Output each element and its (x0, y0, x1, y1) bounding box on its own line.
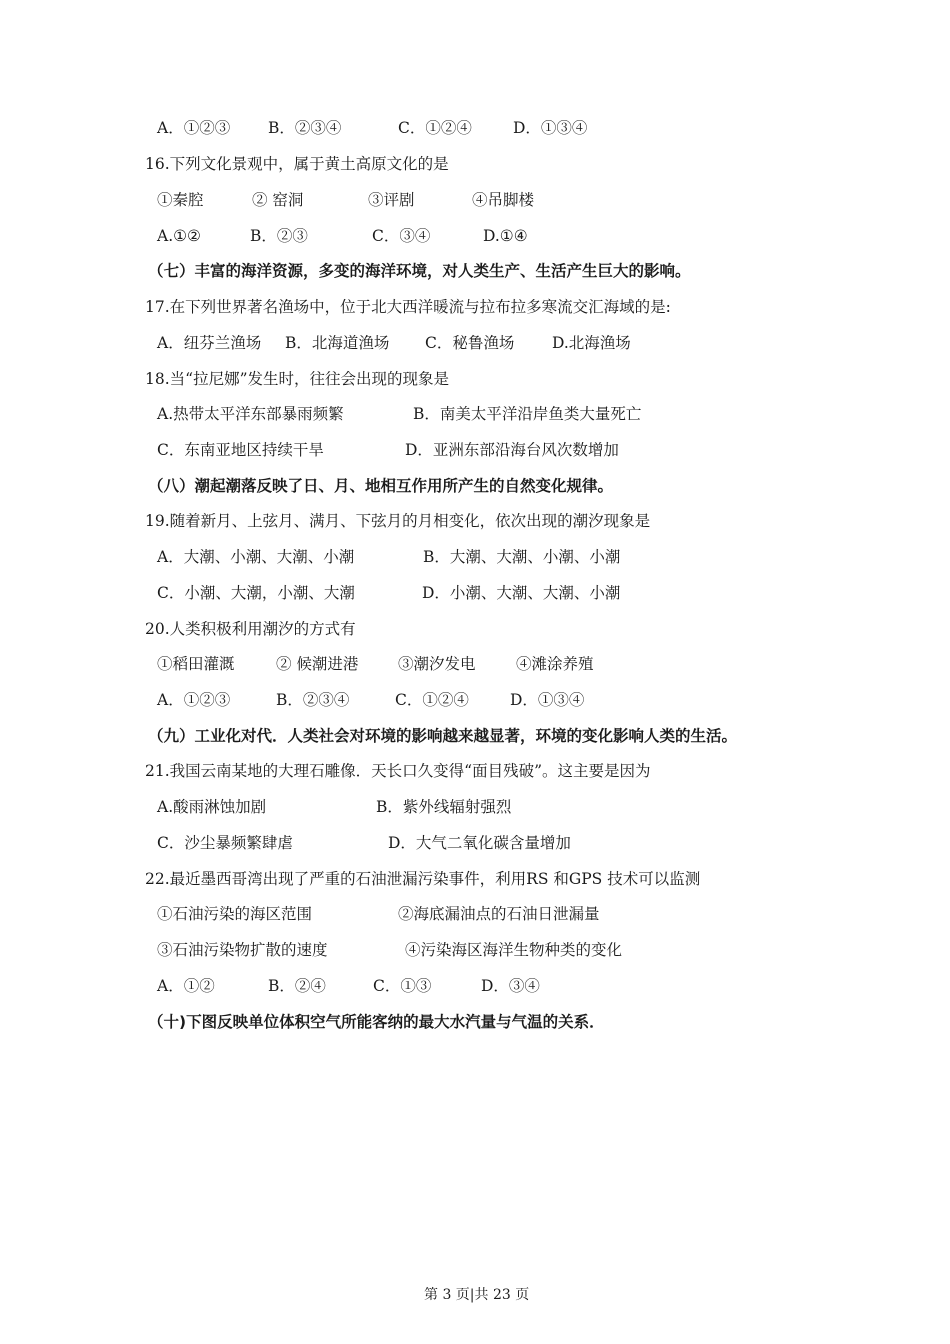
q21-option-a: A.酸雨淋蚀加剧 (157, 798, 267, 816)
q22-item-2: ②海底漏油点的石油日泄漏量 (398, 905, 600, 923)
q20-item-4: ④滩涂养殖 (516, 655, 594, 673)
q20-stem: 20.人类积极利用潮汐的方式有 (145, 620, 356, 638)
q16-stem: 16.下列文化景观中，属于黄土高原文化的是 (145, 155, 449, 173)
q20-item-3: ③潮汐发电 (398, 655, 476, 673)
q21-option-c: C．沙尘暴频繁肆虐 (157, 834, 293, 852)
q22-stem: 22.最近墨西哥湾出现了严重的石油泄漏污染事件，利用RS 和GPS 技术可以监测 (145, 870, 701, 888)
q20-option-b: B．②③④ (276, 691, 350, 709)
q22-item-4: ④污染海区海洋生物种类的变化 (405, 941, 623, 959)
q22-option-b: B．②④ (268, 977, 326, 995)
q17-option-b: B．北海道渔场 (285, 334, 390, 352)
section-8-heading: （八）潮起潮落反映了日、月、地相互作用所产生的自然变化规律。 (148, 477, 614, 495)
q21-option-d: D．大气二氧化碳含量增加 (388, 834, 571, 852)
q20-option-d: D．①③④ (510, 691, 585, 709)
q19-option-b: B．大潮、大潮、小潮、小潮 (423, 548, 621, 566)
q22-item-1: ①石油污染的海区范围 (157, 905, 313, 923)
q22-option-a: A．①② (157, 977, 215, 995)
q19-option-d: D．小潮、大潮、大潮、小潮 (422, 584, 621, 602)
q17-stem: 17.在下列世界著名渔场中，位于北大西洋暖流与拉布拉多寒流交汇海域的是: (145, 298, 671, 316)
q16-item-2: ② 窑洞 (252, 191, 304, 209)
q17-option-a: A．纽芬兰渔场 (157, 334, 262, 352)
q20-option-c: C．①②④ (395, 691, 469, 709)
q18-option-c: C．东南亚地区持续干旱 (157, 441, 324, 459)
q15-option-a: A．①②③ (157, 119, 231, 137)
q19-option-c: C．小潮、大潮，小潮、大潮 (157, 584, 355, 602)
q22-option-d: D．③④ (481, 977, 540, 995)
q15-option-c: C．①②④ (398, 119, 472, 137)
q16-option-a: A.①② (157, 227, 201, 245)
q15-option-b: B．②③④ (268, 119, 342, 137)
q20-item-2: ② 候潮进港 (276, 655, 359, 673)
page-footer: 第 3 页|共 23 页 (424, 1287, 530, 1303)
q20-item-1: ①稻田灌溉 (157, 655, 235, 673)
q16-item-4: ④吊脚楼 (472, 191, 535, 209)
q18-option-a: A.热带太平洋东部暴雨频繁 (157, 405, 344, 423)
q17-option-c: C．秘鲁渔场 (425, 334, 515, 352)
q16-item-3: ③评剧 (368, 191, 415, 209)
q16-option-d: D.①④ (483, 227, 528, 245)
q21-stem: 21.我国云南某地的大理石雕像．天长口久变得“面目残破”。这主要是因为 (145, 762, 651, 780)
q22-item-3: ③石油污染物扩散的速度 (157, 941, 328, 959)
q18-stem: 18.当“拉尼娜”发生时，往往会出现的现象是 (145, 370, 449, 388)
q19-stem: 19.随着新月、上弦月、满月、下弦月的月相变化，依次出现的潮汐现象是 (145, 512, 651, 530)
q20-option-a: A．①②③ (157, 691, 231, 709)
q18-option-d: D．亚洲东部沿海台风次数增加 (405, 441, 619, 459)
q21-option-b: B．紫外线辐射强烈 (376, 798, 512, 816)
section-10-heading: （十)下图反映单位体积空气所能客纳的最大水汽量与气温的关系． (148, 1013, 605, 1031)
section-7-heading: （七）丰富的海洋资源，多变的海洋环境，对人类生产、生活产生巨大的影响。 (148, 262, 691, 280)
q19-option-a: A．大潮、小潮、大潮、小潮 (157, 548, 355, 566)
q16-option-b: B．②③ (250, 227, 308, 245)
q16-option-c: C．③④ (372, 227, 431, 245)
section-9-heading: （九）工业化对代．人类社会对环境的影响越来越显著，环境的变化影响人类的生活。 (148, 727, 738, 745)
q22-option-c: C．①③ (373, 977, 432, 995)
q16-item-1: ①秦腔 (157, 191, 204, 209)
q15-option-d: D．①③④ (513, 119, 588, 137)
q17-option-d: D.北海渔场 (552, 334, 631, 352)
q18-option-b: B．南美太平洋沿岸鱼类大量死亡 (413, 405, 642, 423)
